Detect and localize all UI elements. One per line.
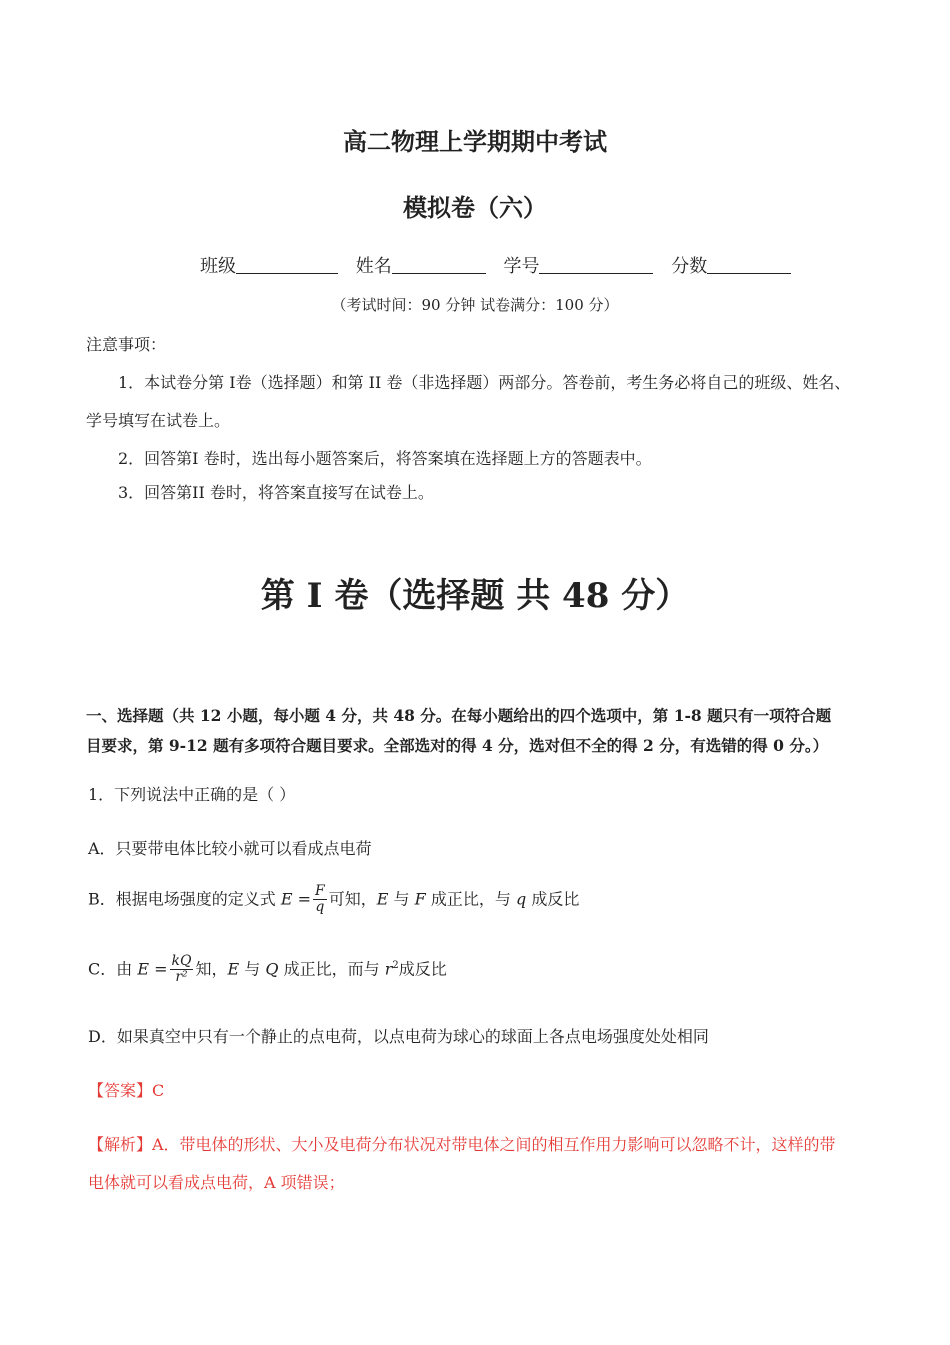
name-blank[interactable]: [392, 253, 486, 274]
option-b-prefix: B．根据电场强度的定义式: [88, 889, 276, 909]
option-c-suffix-1: 知，: [195, 959, 228, 979]
class-blank[interactable]: [236, 253, 338, 274]
option-c-prefix: C．由: [88, 959, 133, 979]
var-f: F: [414, 889, 426, 909]
exam-title: 高二物理上学期期中考试: [343, 127, 607, 156]
option-d: D．如果真空中只有一个静止的点电荷，以点电荷为球心的球面上各点电场强度处处相同: [88, 1027, 709, 1046]
score-blank[interactable]: [707, 253, 791, 274]
fraction-numerator: kQ: [171, 953, 192, 969]
analysis-line-2: 电体就可以看成点电荷，A 项错误；: [88, 1173, 345, 1192]
option-c-eq: E =: [137, 959, 168, 979]
exam-subtitle: 模拟卷（六）: [403, 193, 547, 222]
var-q-charge: Q: [265, 959, 279, 979]
note-item-2: 2．回答第I 卷时，选出每小题答案后，将答案填在选择题上方的答题表中。: [118, 449, 652, 468]
question-stem: 1．下列说法中正确的是（ ）: [88, 785, 296, 804]
option-b-suffix-3: 成正比，与: [430, 889, 511, 909]
exam-time-info: （考试时间：90 分钟 试卷满分：100 分）: [331, 296, 619, 314]
section-instructions-1: 一、选择题（共 12 小题，每小题 4 分，共 48 分。在每小题给出的四个选项中，第 1-8 题只有一项符合题: [86, 706, 832, 725]
option-b: [88, 884, 579, 916]
fraction-numerator: F: [315, 883, 325, 899]
option-c: [88, 954, 447, 986]
note-item-3: 3．回答第II 卷时，将答案直接写在试卷上。: [118, 483, 434, 502]
id-label: 学号: [503, 256, 540, 277]
fraction-denominator: r²: [175, 969, 188, 986]
option-b-eq: E =: [280, 889, 312, 909]
var-r-exponent: 2: [392, 960, 399, 972]
option-c-suffix-3: 成正比，而与: [283, 959, 380, 979]
section-title: 第 I 卷（选择题 共 48 分）: [260, 576, 690, 616]
student-info-row: [200, 252, 803, 278]
section-instructions-2: 目要求，第 9-12 题有多项符合题目要求。全部选对的得 4 分，选对但不全的得 2 分，有选错的得 0 分。）: [86, 736, 829, 755]
score-label: 分数: [671, 256, 708, 277]
option-b-suffix-1: 可知，: [328, 889, 377, 909]
note-item-1: 1．本试卷分第 I卷（选择题）和第 II 卷（非选择题）两部分。答卷前，考生务必将自己的班级、姓名、: [118, 373, 851, 392]
var-q: q: [515, 889, 527, 909]
var-e: E: [376, 889, 389, 909]
fraction-f-over-q: [313, 884, 327, 916]
var-r: r: [384, 959, 393, 979]
var-e: E: [227, 959, 240, 979]
fraction-kq-over-r2: [170, 954, 194, 986]
option-a: A．只要带电体比较小就可以看成点电荷: [88, 839, 372, 858]
fraction-denominator: q: [315, 899, 325, 916]
class-label: 班级: [200, 256, 236, 277]
id-blank[interactable]: [539, 253, 653, 274]
name-label: 姓名: [355, 256, 392, 277]
option-b-suffix-2: 与: [393, 889, 410, 909]
notes-heading: 注意事项：: [86, 335, 167, 354]
option-c-suffix-2: 与: [244, 959, 261, 979]
note-item-1-cont: 学号填写在试卷上。: [86, 411, 231, 430]
option-b-suffix-4: 成反比: [531, 889, 580, 909]
option-c-suffix-4: 成反比: [398, 959, 447, 979]
analysis-line-1: 【解析】A．带电体的形状、大小及电荷分布状况对带电体之间的相互作用力影响可以忽略不计，这样的带: [88, 1135, 836, 1154]
answer-line: 【答案】C: [88, 1081, 165, 1100]
